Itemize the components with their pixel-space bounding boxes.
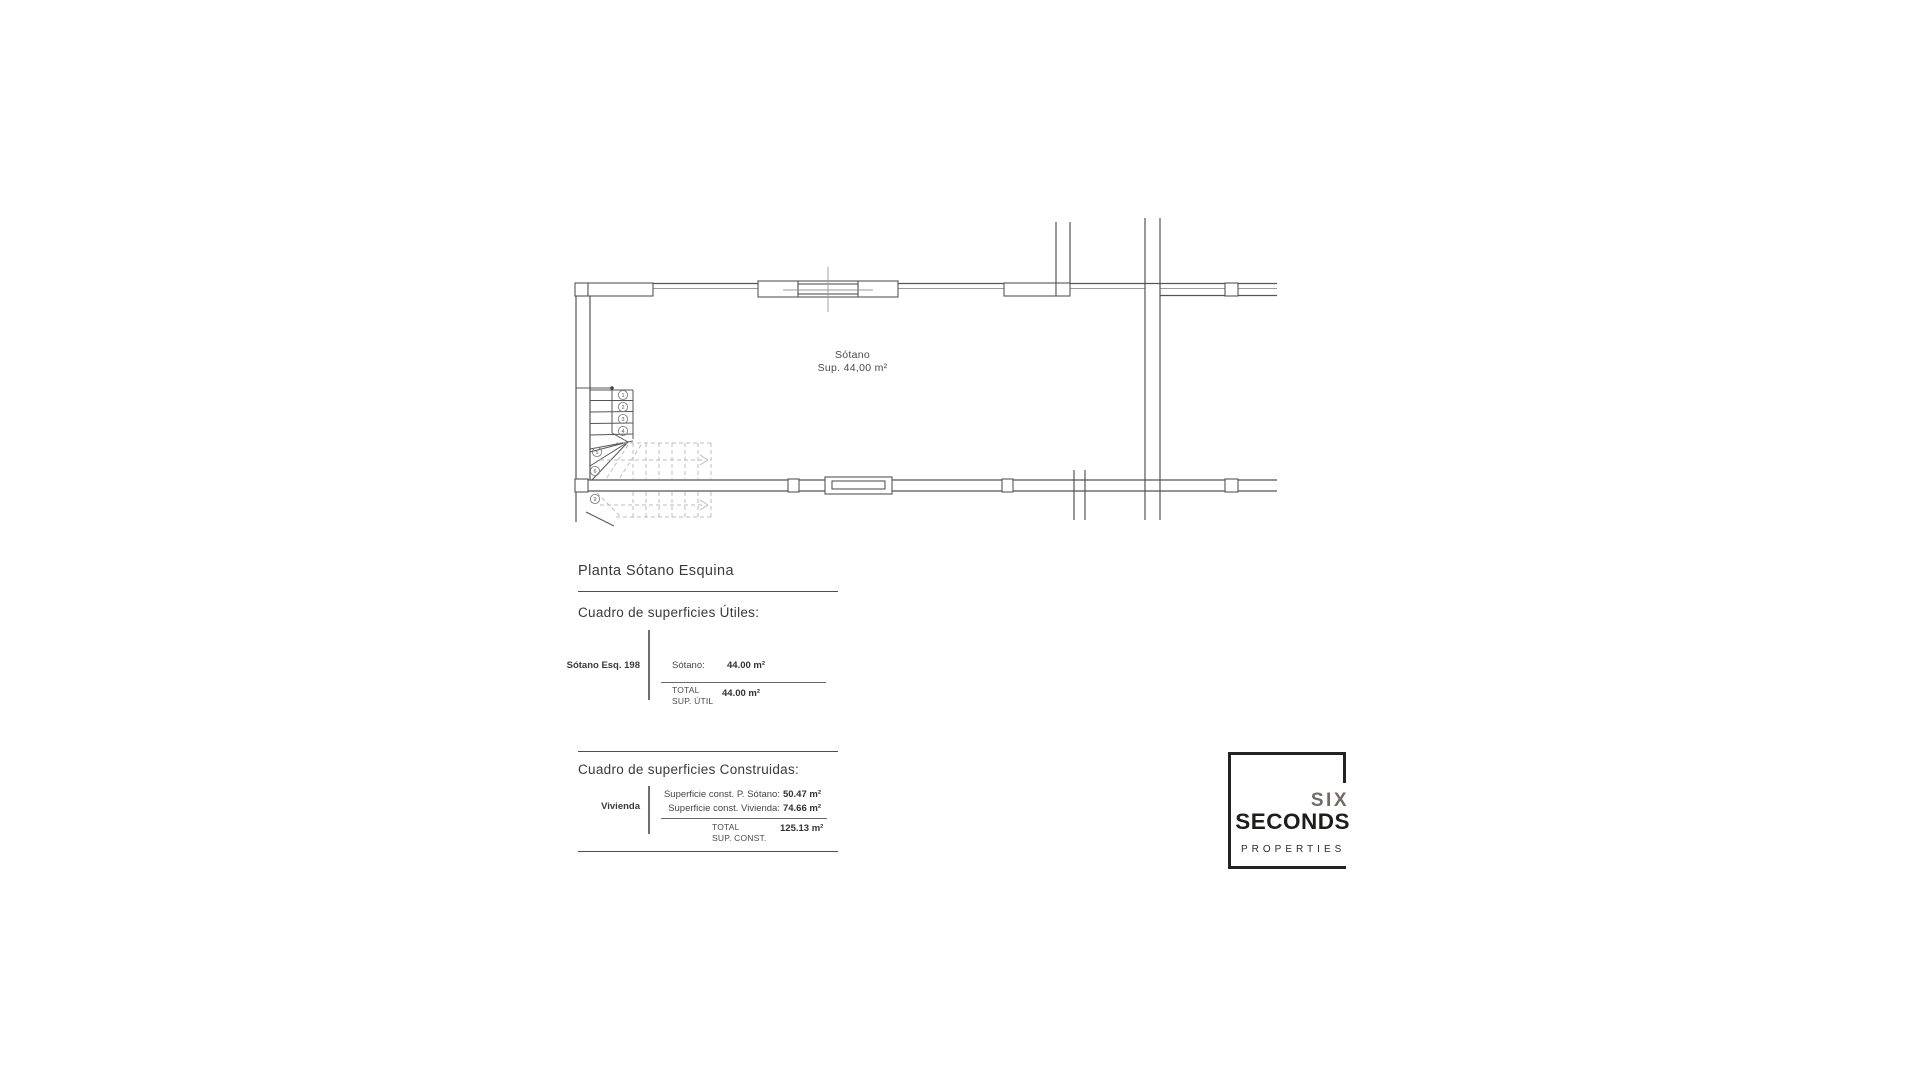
room-label — [790, 349, 915, 375]
useful-total-rule — [661, 682, 826, 683]
built-item-1 — [640, 789, 821, 800]
svg-text:3: 3 — [621, 417, 625, 423]
built-total-value: 125.13 m² — [780, 823, 824, 834]
logo-word-seconds: SECONDS — [1235, 809, 1350, 834]
plan-piers — [575, 283, 1238, 492]
svg-text:5: 5 — [595, 450, 599, 456]
floor-plan-drawing — [560, 200, 1300, 535]
svg-text:1: 1 — [621, 393, 625, 399]
built-item-2-value: 74.66 m² — [782, 803, 821, 814]
page-title: Planta Sótano Esquina — [578, 563, 734, 579]
svg-text:2: 2 — [621, 405, 625, 411]
built-row-label: Vivienda — [601, 801, 640, 812]
useful-item-label: Sótano: — [672, 660, 705, 671]
useful-total-label: TOTAL SUP. ÚTIL — [672, 685, 714, 706]
built-section-top-rule — [578, 751, 838, 752]
six-seconds-logo — [1228, 752, 1350, 869]
logo-frame-right-segment — [1343, 752, 1346, 783]
title-underline — [578, 591, 838, 592]
built-item-2 — [640, 803, 821, 814]
built-total-rule — [661, 818, 827, 819]
bottom-window — [825, 477, 892, 494]
useful-row-label: Sótano Esq. 198 — [566, 660, 640, 671]
useful-item-value: 44.00 m² — [727, 660, 766, 671]
stair-direction-arrows — [700, 455, 708, 510]
logo-word-six: SIX — [1310, 790, 1349, 811]
built-item-1-label: Superficie const. P. Sótano: — [663, 789, 780, 800]
built-item-2-label: Superficie const. Vivienda: — [668, 803, 780, 814]
useful-surfaces-heading: Cuadro de superficies Útiles: — [578, 605, 760, 620]
useful-table-divider — [648, 630, 650, 700]
plan-walls — [576, 218, 1277, 522]
svg-text:4: 4 — [621, 429, 625, 435]
built-total-label: TOTAL SUP. CONST. — [712, 822, 767, 843]
room-name: Sótano — [834, 349, 871, 361]
built-section-bottom-rule — [578, 851, 838, 852]
built-surfaces-heading: Cuadro de superficies Construidas: — [578, 762, 800, 777]
room-area: Sup. 44,00 m² — [817, 362, 888, 374]
useful-total-value: 44.00 m² — [722, 688, 761, 699]
logo-word-properties: PROPERTIES — [1241, 844, 1346, 855]
built-item-1-value: 50.47 m² — [782, 789, 821, 800]
svg-text:9: 9 — [593, 497, 597, 503]
svg-text:6: 6 — [593, 469, 597, 475]
